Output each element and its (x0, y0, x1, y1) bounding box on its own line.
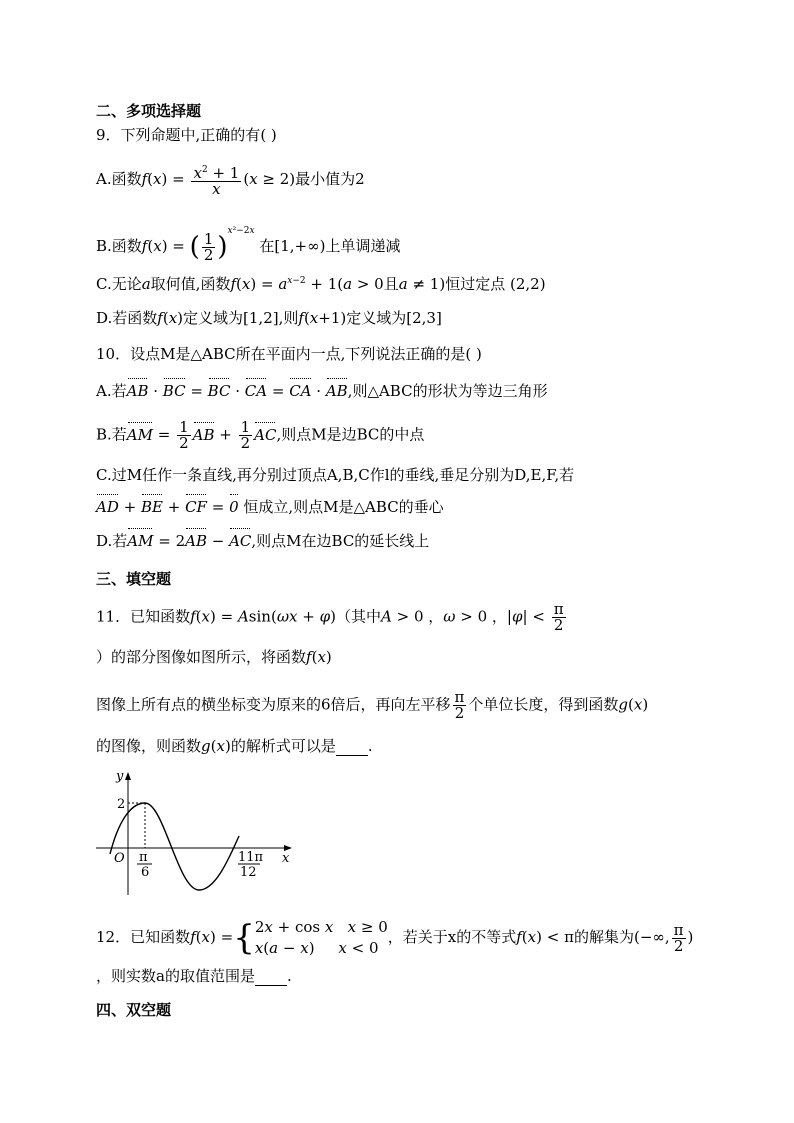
q10-option-c-line1: C.过M任作一条直线,再分别过顶点A,B,C作l的垂线,垂足分别为D,E,F,若 (96, 466, 575, 484)
q9-d-mid3: 定义域为 (346, 309, 407, 327)
q9-option-d: D.若函数f(x)定义域为[1,2],则f(x+1)定义域为[2,3] (96, 309, 442, 327)
q10-option-a: A.若AB · BC = BC · CA = CA · AB,则△ABC的形状为等边三角形 (96, 382, 548, 400)
q10-stem: 10．设点M是△ABC所在平面内一点,下列说法正确的是( ) (96, 345, 482, 363)
q11-line4-a: 的图像，则函数 (96, 737, 202, 755)
answer-blank[interactable] (336, 755, 368, 756)
q11-line4-b: 的解析式可以是 (230, 737, 336, 755)
q9-option-b: B.函数f(x) = ( $\frac{1}{2}$ )$^{x^2-2x}$ 在[1,+∞)上单调递减 (96, 226, 401, 264)
q11-line3-a: 图像上所有点的横坐标变为原来的6倍后，再向左平移 (96, 695, 451, 714)
q9-d-prefix: D.若函数 (96, 309, 158, 327)
tick-11pi-12-den: 12 (240, 865, 257, 880)
y-axis-arrow-icon (125, 772, 131, 780)
q9-c-mid2: 恒过定点 (445, 275, 506, 293)
tick-11pi-12-num: 11π (238, 850, 264, 865)
q11-line2-text: ）的部分图像如图所示，将函数 (96, 648, 307, 666)
q11-line4: 的图像，则函数g(x)的解析式可以是 . (96, 737, 373, 755)
q11-line3-b: 个单位长度，得到函数 (468, 695, 619, 714)
q10-b-suffix: ,则点M是边BC的中点 (276, 425, 425, 444)
q11-stem-prefix: 11．已知函数 (96, 607, 191, 626)
max-value-label: 2 (117, 797, 126, 812)
q11-line2: ）的部分图像如图所示，将函数f(x) (96, 648, 332, 666)
section-heading-fill-blank: 三、填空题 (96, 570, 172, 588)
q9-b-mid: 在 (259, 237, 275, 255)
q9-a-suffix: 最小值为2 (295, 170, 365, 188)
q9-a-prefix: A.函数 (96, 170, 142, 188)
q10-option-d: D.若AM = 2AB − AC,则点M在边BC的延长线上 (96, 532, 430, 550)
q9-option-c: C.无论a取何值,函数$f(x) = a^{x-2} + 1(a > 0$且a ≠ 1)恒过定点 (2,2) (96, 275, 546, 293)
q11-stem-cond: （其中 (336, 607, 382, 626)
tick-pi-6-num: π (139, 850, 148, 865)
tick-pi-6-den: 6 (141, 865, 150, 880)
q11-stem: 11．已知函数f(x) = Asin(ωx + φ)（其中A > 0 ，ω > 0 ，|φ| < $\frac{\pi}{2}$ (96, 600, 564, 634)
q12-stem-mid2: 的解集为 (573, 928, 634, 946)
q9-c-prefix: C.无论 (96, 275, 142, 293)
q11-function-graph (92, 768, 302, 898)
q10-b-prefix: B.若 (96, 425, 127, 444)
q12-stem-mid: ，若关于x的不等式 (387, 928, 517, 946)
q12-line2: ，则实数a的取值范围是 . (96, 967, 292, 985)
section-heading-multiple-choice: 二、多项选择题 (96, 102, 202, 120)
q9-stem: 9．下列命题中,正确的有( ) (96, 126, 277, 144)
q9-option-a: A.函数f(x) = $\frac{x^2 + 1}{x}$ (x ≥ 2)最小值为2 (96, 164, 365, 198)
q10-d-prefix: D.若 (96, 532, 128, 550)
q12-line2-text: ，则实数a的取值范围是 (96, 967, 255, 985)
q11-line3: 图像上所有点的横坐标变为原来的6倍后，再向左平移 $\frac{\pi}{2}$ 个单位长度，得到函数g(x) (96, 688, 649, 722)
sine-curve (110, 803, 239, 890)
q10-a-suffix: ,则△ABC的形状为等边三角形 (347, 382, 548, 400)
q9-d-mid2: ,则 (278, 309, 299, 327)
q9-c-mid1: 取何值,函数 (150, 275, 231, 293)
q9-b-prefix: B.函数 (96, 237, 142, 255)
section-heading-double-blank: 四、双空题 (96, 1001, 172, 1019)
q10-a-prefix: A.若 (96, 382, 127, 400)
q9-d-mid1: 定义域为 (183, 309, 244, 327)
q9-c-point: (2,2) (509, 275, 546, 293)
q9-b-suffix: 上单调递减 (325, 237, 401, 255)
answer-blank[interactable] (255, 985, 287, 986)
q10-c-suffix: 恒成立,则点M是△ABC的垂心 (243, 498, 444, 516)
q12-stem: 12．已知函数f(x) ={ 2x + cos x x ≥ 0 x(a − x) x < 0 ，若关于x的不等式f(x) < π的解集为(−∞, $\frac{\pi}{2}$ ) (96, 918, 694, 958)
q12-stem-prefix: 12．已知函数 (96, 928, 191, 946)
origin-label: O (114, 851, 125, 866)
q10-d-suffix: ,则点M在边BC的延长线上 (251, 532, 430, 550)
q10-option-c-line2: AD + BE + CF = 0 恒成立,则点M是△ABC的垂心 (96, 498, 444, 516)
y-axis-label: y (116, 769, 124, 784)
x-axis-label: x (282, 851, 290, 866)
q10-option-b: B.若AM = $\frac{1}{2}$ AB + $\frac{1}{2}$ AC,则点M是边BC的中点 (96, 418, 425, 452)
